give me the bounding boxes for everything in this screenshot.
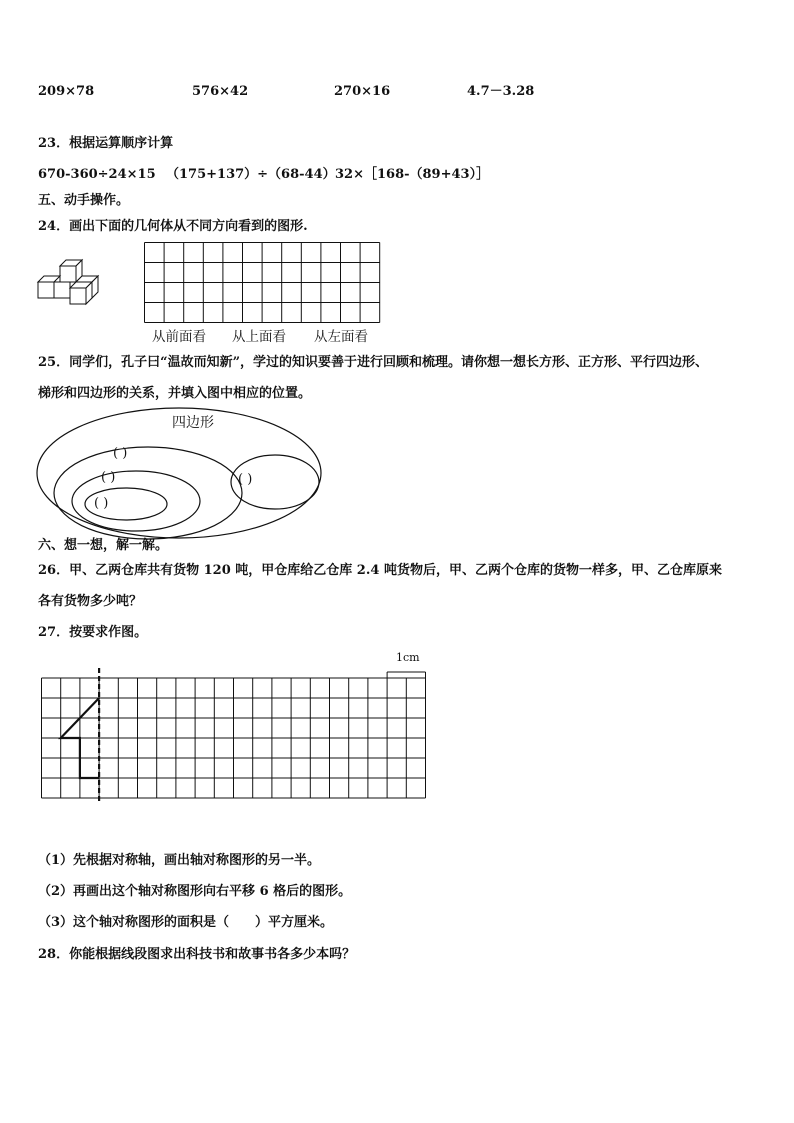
q27-sub3: （3）这个轴对称图形的面积是（ ）平方厘米。 bbox=[38, 915, 334, 930]
q27-sub1: （1）先根据对称轴，画出轴对称图形的另一半。 bbox=[38, 853, 321, 868]
q28-title: 28．你能根据线段图求出科技书和故事书各多少本吗？ bbox=[38, 947, 356, 962]
venn-blank-1[interactable]: ( ) bbox=[113, 446, 128, 461]
q24-view-front: 从前面看 bbox=[152, 329, 206, 345]
q24-drawing-grid[interactable] bbox=[144, 242, 381, 324]
q23-expr-2: （175+137）÷（68-44） bbox=[166, 167, 336, 182]
q24-title: 24．画出下面的几何体从不同方向看到的图形. bbox=[38, 219, 308, 234]
q27-drawing-grid[interactable] bbox=[41, 662, 429, 804]
venn-label-quadrilateral: 四边形 bbox=[172, 415, 214, 431]
section5-title: 五、动手操作。 bbox=[38, 193, 130, 208]
calc-item-4: 4.7－3.28 bbox=[467, 84, 535, 99]
q23-title: 23．根据运算顺序计算 bbox=[38, 136, 174, 151]
q24-view-left: 从左面看 bbox=[314, 329, 368, 345]
venn-blank-3[interactable]: ( ) bbox=[94, 496, 109, 511]
q26-line1: 26．甲、乙两仓库共有货物 120 吨，甲仓库给乙仓库 2.4 吨货物后，甲、乙两个仓库的货物一样多，甲、乙仓库原来 bbox=[38, 563, 722, 578]
section6-title: 六、想一想，解一解。 bbox=[38, 538, 169, 553]
venn-blank-4[interactable]: ( ) bbox=[238, 472, 253, 487]
q26-line2: 各有货物多少吨？ bbox=[38, 594, 143, 609]
calc-item-1: 209×78 bbox=[38, 84, 95, 99]
q24-view-top: 从上面看 bbox=[232, 329, 286, 345]
venn-blank-2[interactable]: ( ) bbox=[101, 470, 116, 485]
q27-sub2: （2）再画出这个轴对称图形向右平移 6 格后的图形。 bbox=[38, 884, 352, 899]
q25-line1: 25．同学们，孔子曰“温故而知新”，学过的知识要善于进行回顾和梳理。请你想一想长方形、正方形、平行四边形、 bbox=[38, 355, 709, 370]
cube-figure bbox=[36, 256, 108, 310]
q25-line2: 梯形和四边形的关系，并填入图中相应的位置。 bbox=[38, 386, 312, 401]
q23-expr-3: 32×［168-（89+43）］ bbox=[335, 167, 490, 182]
q23-expr-1: 670-360÷24×15 bbox=[38, 167, 156, 182]
calc-item-3: 270×16 bbox=[334, 84, 391, 99]
calc-item-2: 576×42 bbox=[192, 84, 249, 99]
q27-title: 27．按要求作图。 bbox=[38, 625, 148, 640]
unit-label: 1cm bbox=[396, 651, 420, 664]
